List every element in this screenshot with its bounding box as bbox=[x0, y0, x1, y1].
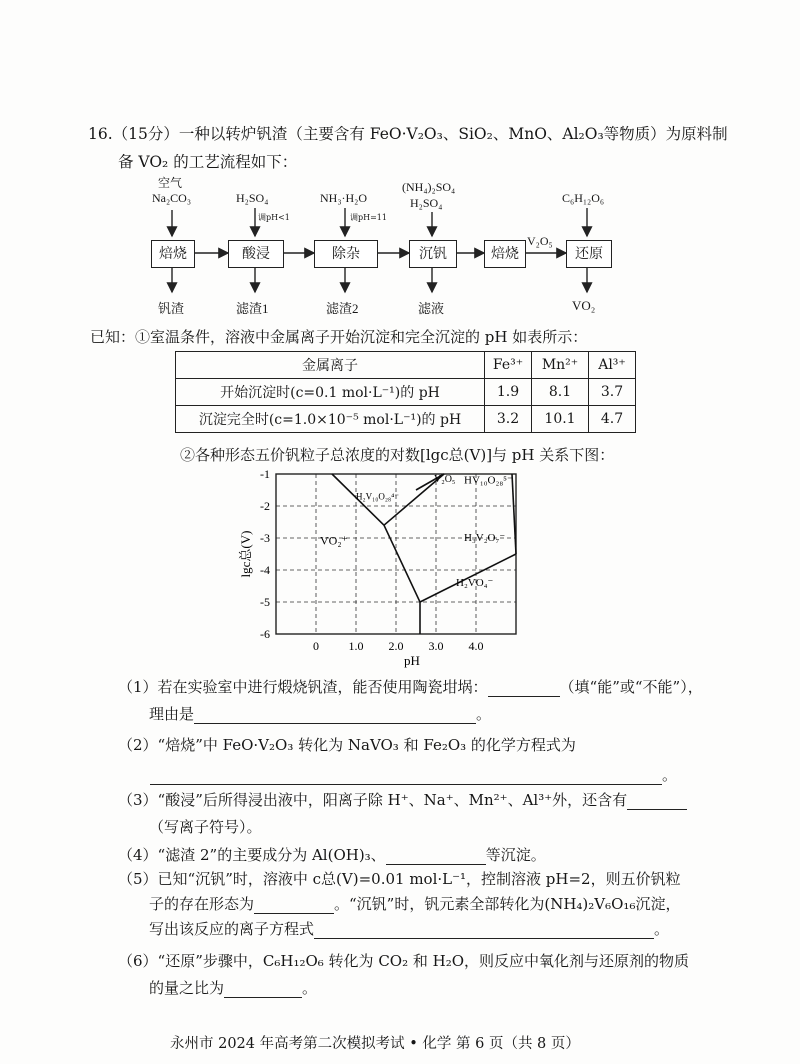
q1-reason-label: 理由是 bbox=[149, 705, 195, 723]
q5-equation-label: 写出该反应的离子方程式 bbox=[149, 920, 315, 938]
period: 。 bbox=[302, 979, 318, 997]
period: 。 bbox=[662, 766, 678, 784]
x-tick-label: 0 bbox=[313, 639, 319, 653]
x-tick-label: 4.0 bbox=[468, 639, 484, 653]
table-cell: 沉淀完全时(c=1.0×10⁻⁵ mol·L⁻¹)的 pH bbox=[176, 406, 485, 433]
q6-prompt: 的量之比为 bbox=[149, 979, 225, 997]
output-residue-1: 滤渣1 bbox=[236, 301, 269, 316]
question-header-line1: 16.（15分）一种以转炉钒渣（主要含有 FeO·V₂O₃、SiO₂、MnO、Al₂O₃等物质）为原料制 bbox=[88, 125, 728, 143]
q4-suffix: 等沉淀。 bbox=[485, 846, 546, 864]
q3-answer-blank[interactable] bbox=[627, 809, 687, 810]
period: 。 bbox=[654, 920, 670, 938]
y-tick-label: -1 bbox=[260, 467, 270, 481]
x-tick-label: 3.0 bbox=[428, 639, 444, 653]
region-label: V₂O₅ bbox=[434, 474, 456, 485]
q6-answer-blank[interactable] bbox=[224, 997, 302, 998]
table-header-row bbox=[176, 352, 636, 379]
table-cell: 1.9 bbox=[485, 379, 532, 406]
reagent-nh42so4: (NH₄)₂SO₄ bbox=[402, 180, 456, 194]
region-label: VO₂⁺ bbox=[320, 533, 348, 548]
q2-text: （2）“焙烧”中 FeO·V₂O₃ 转化为 NaVO₃ 和 Fe₂O₃ 的化学方程式为 bbox=[118, 736, 576, 754]
q2-answer-blank[interactable] bbox=[150, 784, 662, 785]
q5-species-blank[interactable] bbox=[254, 913, 334, 914]
table-row bbox=[176, 406, 636, 433]
table-header-cell: Fe³⁺ bbox=[485, 352, 532, 379]
q1-reason-blank[interactable] bbox=[194, 723, 476, 724]
q6-line2 bbox=[149, 977, 317, 998]
reagent-h2so4-2: H₂SO₄ bbox=[410, 196, 443, 210]
q2-line bbox=[150, 764, 677, 785]
q1-line1 bbox=[118, 676, 703, 697]
flow-arrows bbox=[0, 0, 800, 330]
x-tick-label: 1.0 bbox=[348, 639, 364, 653]
region-label: H₂VO₄⁻ bbox=[456, 577, 494, 589]
table-cell: 8.1 bbox=[532, 379, 589, 406]
region-label: HV₁₀O₂₈⁵⁻ bbox=[464, 474, 513, 487]
reagent-air: 空气 bbox=[158, 176, 183, 190]
output-vo2: VO₂ bbox=[572, 298, 596, 313]
q5-line2 bbox=[149, 893, 680, 914]
y-tick-label: -2 bbox=[260, 499, 270, 513]
q3-hint: （写离子符号）。 bbox=[149, 818, 262, 836]
question-header-line2: 备 VO₂ 的工艺流程如下： bbox=[118, 153, 298, 171]
q4-answer-blank[interactable] bbox=[386, 864, 486, 865]
y-tick-label: -3 bbox=[260, 531, 270, 545]
reagent-na2co3: Na₂CO₃ bbox=[152, 191, 192, 205]
table-header-cell: Al³⁺ bbox=[589, 352, 636, 379]
step-impurity-removal: 除杂 bbox=[314, 240, 378, 268]
y-tick-label: -4 bbox=[260, 563, 270, 577]
q1-line2 bbox=[149, 703, 491, 724]
q5-middle: 。“沉钒”时，钒元素全部转化为(NH₄)₂V₆O₁₆沉淀， bbox=[334, 895, 681, 913]
step-acid-leach: 酸浸 bbox=[228, 240, 284, 268]
table-cell: 3.2 bbox=[485, 406, 532, 433]
x-tick-label: 2.0 bbox=[388, 639, 404, 653]
nh3-ph-note: 调pH=11 bbox=[350, 213, 387, 222]
table-row bbox=[176, 379, 636, 406]
region-label: H₂V₁₀O₂₈⁴⁻ bbox=[356, 491, 400, 502]
step-reduction: 还原 bbox=[566, 240, 612, 268]
step-roast-1: 焙烧 bbox=[151, 240, 195, 268]
region-label: H₃V₂O₇⁻ bbox=[464, 532, 506, 545]
q5-line3 bbox=[149, 918, 669, 939]
y-tick-label: -6 bbox=[260, 627, 270, 641]
q5-species-label: 子的存在形态为 bbox=[149, 895, 255, 913]
q1-prompt: （1）若在实验室中进行煅烧钒渣，能否使用陶瓷坩埚： bbox=[118, 678, 488, 696]
reagent-h2so4: H₂SO₄ bbox=[236, 191, 269, 205]
step-vanadium-precipitation: 沉钒 bbox=[409, 240, 457, 268]
known-item-1: 已知：①室温条件，溶液中金属离子开始沉淀和完全沉淀的 pH 如表所示： bbox=[90, 328, 588, 346]
table-cell: 4.7 bbox=[589, 406, 636, 433]
y-tick-label: -5 bbox=[260, 595, 270, 609]
output-residue-2: 滤渣2 bbox=[326, 301, 359, 316]
table-cell: 10.1 bbox=[532, 406, 589, 433]
table-cell: 开始沉淀时(c=0.1 mol·L⁻¹)的 pH bbox=[176, 379, 485, 406]
reagent-glucose: C₆H₁₂O₆ bbox=[562, 191, 605, 205]
reagent-nh3h2o: NH₃·H₂O bbox=[320, 191, 368, 205]
step-roast-2: 焙烧 bbox=[484, 240, 526, 268]
acid-ph-note: 调pH<1 bbox=[258, 213, 290, 222]
reagent-v2o5: V₂O₅ bbox=[527, 234, 553, 248]
q1-hint: （填“能”或“不能”）， bbox=[559, 678, 703, 696]
q4-line bbox=[118, 844, 546, 865]
y-axis-label: lgc总(V) bbox=[238, 530, 253, 578]
table-cell: 3.7 bbox=[589, 379, 636, 406]
q3-line1 bbox=[118, 789, 687, 810]
table-header-cell: Mn²⁺ bbox=[532, 352, 589, 379]
table-header-cell: 金属离子 bbox=[176, 352, 485, 379]
ion-ph-table bbox=[175, 351, 636, 433]
q5-equation-blank[interactable] bbox=[314, 938, 654, 939]
x-axis-label: pH bbox=[404, 653, 420, 668]
q4-prompt: （4）“滤渣 2”的主要成分为 Al(OH)₃、 bbox=[118, 846, 386, 864]
q6-line1: （6）“还原”步骤中，C₆H₁₂O₆ 转化为 CO₂ 和 H₂O，则反应中氧化剂与还原剂的物质 bbox=[118, 952, 690, 970]
q5-line1: （5）已知“沉钒”时，溶液中 c总(V)=0.01 mol·L⁻¹，控制溶液 pH=2，则五价钒粒 bbox=[118, 870, 681, 888]
period: 。 bbox=[476, 705, 492, 723]
vanadium-species-chart bbox=[240, 462, 540, 672]
q1-answer-blank[interactable] bbox=[488, 696, 560, 697]
q3-prompt: （3）“酸浸”后所得浸出液中，阳离子除 H⁺、Na⁺、Mn²⁺、Al³⁺外，还含有 bbox=[118, 791, 628, 809]
known-item-2: ②各种形态五价钒粒子总浓度的对数[lgc总(V)]与 pH 关系下图： bbox=[180, 446, 615, 464]
page-footer: 永州市 2024 年高考第二次模拟考试 • 化学 第 6 页（共 8 页） bbox=[170, 1036, 580, 1052]
output-vanadium-slag: 钒渣 bbox=[158, 301, 185, 316]
output-filtrate: 滤液 bbox=[418, 301, 445, 316]
